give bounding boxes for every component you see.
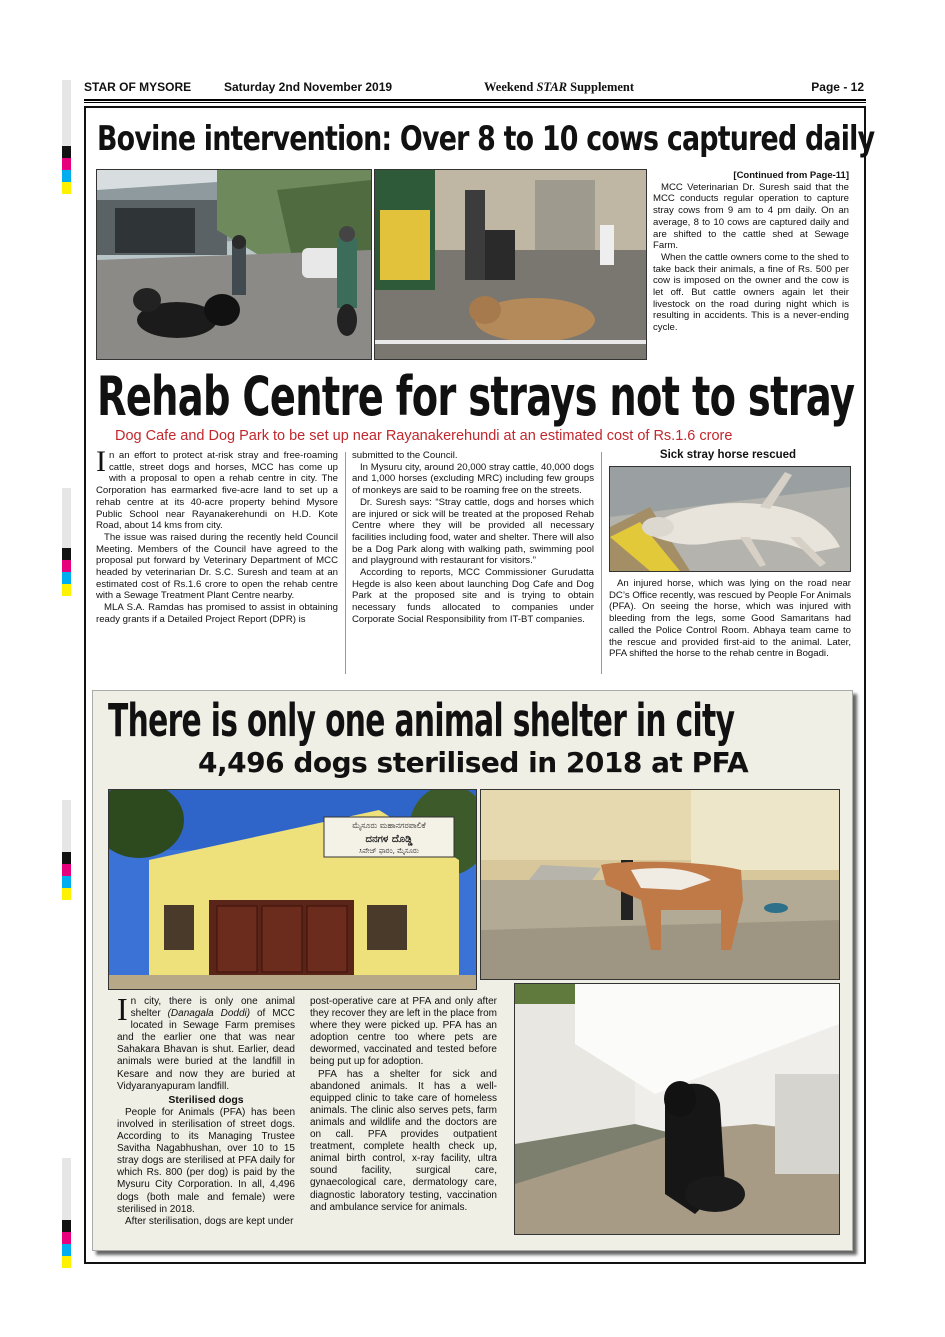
shelter-column-1 bbox=[117, 991, 295, 1228]
sign-line-1: ಮೈಸೂರು ಮಹಾನಗರಪಾಲಿಕೆ bbox=[352, 821, 426, 830]
registration-mark-2 bbox=[62, 548, 71, 596]
supplement-prefix: Weekend bbox=[484, 80, 534, 94]
shelter-paragraph: post-operative care at PFA and only after they recover they are left in the place from where they were picked up. PFA has an adoption centre too where pets are dewormed, vaccinated and tested before being put up for adoption. bbox=[310, 996, 497, 1068]
margin-strip-2 bbox=[62, 488, 71, 548]
bovine-headline: Bovine intervention: Over 8 to 10 cows captured daily bbox=[97, 119, 875, 159]
shelter-calves-photo bbox=[480, 789, 840, 980]
supplement-suffix: Supplement bbox=[570, 80, 635, 94]
horse-paragraph: An injured horse, which was lying on the road near DC’s Office recently, was rescued by People For Animals (PFA). On seeing the horse, which was injured with bleeding from the legs, some Good Samaritans had called the Police Control Room. Abhaya team came to the rescue and provided first-aid to the animal. Later, PFA shifted the horse to the rehab centre in Bogadi. bbox=[609, 578, 851, 660]
horse-caption: Sick stray horse rescued bbox=[659, 449, 797, 461]
shelter-paragraph: People for Animals (PFA) has been involved in sterilisation of street dogs. According to its Managing Trustee Savitha Nagabhushan, over 10 to 15 stray dogs are sterilised at PFA daily for which Rs. 800 (per dog) is paid by the Mysuru City Corporation. In all, 4,496 dogs (both male and female) were sterilised in 2018. bbox=[117, 1106, 295, 1215]
shelter-paragraph: PFA has a shelter for sick and abandoned animals. It has a well-equipped clinic to take care of homeless animals. The clinic also serves pets, farm animals and wildlife and the doctors are on call. PFA provides outpatient treatment, complete health check up, animal birth control, x-ray facility, ultra sound facility, surgical care, gynaecological care, dermatology care, diagnostic laboratory testing, vaccination and ambulance service for animals. bbox=[310, 1068, 497, 1213]
sign-line-3: ಸಿವೇಜ್ ಫಾರಂ, ಮೈಸೂರು bbox=[359, 847, 419, 855]
rehab-paragraph: In Mysuru city, around 20,000 stray cattle, 40,000 dogs and 1,000 horses (excluding MRC) including few groups of monkeys are said to be roaming free on the streets. bbox=[352, 461, 594, 497]
column-rule bbox=[345, 452, 346, 674]
column-rule bbox=[601, 452, 602, 674]
shelter-intro-b: of MCC located in Sewage Farm premises and the earlier one that was near Sahakara Bhavan is shut. Earlier, dead animals were buried at the landfill in Kesare and now they are buried at Vidyaranyapuram landfill. bbox=[117, 1008, 295, 1092]
page-header bbox=[84, 80, 866, 98]
rehab-column-2 bbox=[352, 450, 594, 626]
horse-article bbox=[609, 578, 851, 660]
margin-strip-4 bbox=[62, 1158, 71, 1220]
header-rule bbox=[84, 99, 866, 101]
rehab-paragraph: The issue was raised during the recently held Council Meeting. Members of the Council have agreed to the proposal put forward by Veterinary Department of MCC headed by veterinarian Dr. S.C. Suresh and team at an estimated cost of Rs.1.6 crore to open the rehab centre with a Sewage Treatment Plant Centre nearby. bbox=[96, 531, 338, 602]
registration-mark-4 bbox=[62, 1220, 71, 1268]
rehab-paragraph: n an effort to protect at-risk stray and free-roaming cattle, street dogs and horses, MCC has come up with a proposal to open a rehab centre in city. The Corporation has earmarked five-acre land to set up a rehab centre at its 40-acre property behind Mysore Public School near Rayanakerehundi on H.D. Kote Road, about 14 kms from city. bbox=[96, 450, 338, 532]
cows-underpass-photo bbox=[96, 169, 372, 360]
shelter-black-cow-photo bbox=[514, 983, 840, 1235]
margin-strip-3 bbox=[62, 800, 71, 852]
rehab-paragraph: MLA S.A. Ramdas has promised to assist in obtaining ready grants if a Detailed Project Report (DPR) is bbox=[96, 602, 338, 625]
margin-strip-1 bbox=[62, 80, 71, 146]
paper-name: STAR OF MYSORE bbox=[84, 80, 192, 94]
shelter-intro-italic: (Danagala Doddi) bbox=[167, 1008, 251, 1020]
bovine-paragraph: MCC Veterinarian Dr. Suresh said that the MCC conducts regular operation to capture stray cows from 9 am to 4 pm daily. On an average, 8 to 10 cows are captured daily and are shifted to the cattle shed at Sewage Farm. bbox=[653, 181, 849, 252]
shelter-column-2 bbox=[310, 996, 497, 1214]
rehab-paragraph: Dr. Suresh says: “Stray cattle, dogs and horses which are injured or sick will be treated at the proposed Rehab Centre where they will be provided all necessary facilities including food, water and shelter. There will also be a Dog Park along with walking path, swimming pool and playground with restaurant for visitors.” bbox=[352, 496, 594, 567]
header-rule-thin bbox=[84, 102, 866, 103]
shelter-intro-a: n city, there is only one animal shelter bbox=[130, 996, 295, 1020]
dropcap: I bbox=[117, 991, 128, 1027]
rehab-headline: Rehab Centre for strays not to stray bbox=[97, 365, 855, 428]
registration-mark-1 bbox=[62, 146, 71, 194]
rehab-paragraph: submitted to the Council. bbox=[352, 450, 458, 461]
rehab-column-1 bbox=[96, 445, 338, 626]
shelter-headline: There is only one animal shelter in city bbox=[108, 694, 735, 747]
shelter-building-photo bbox=[108, 789, 477, 990]
page-number: Page - 12 bbox=[811, 80, 864, 94]
sick-horse-photo bbox=[609, 466, 851, 572]
shelter-paragraph: After sterilisation, dogs are kept under bbox=[125, 1215, 294, 1227]
bovine-article bbox=[653, 170, 849, 334]
continued-note: [Continued from Page-11] bbox=[733, 170, 849, 181]
sterilised-subhead: Sterilised dogs bbox=[168, 1093, 244, 1106]
issue-date: Saturday 2nd November 2019 bbox=[224, 80, 393, 94]
bovine-paragraph: When the cattle owners come to the shed to take back their animals, a fine of Rs. 500 per cow is imposed on the owner and the cow is let off. But cattle owners again let their livestock on the road during night which is resulting in accidents. This is a never-ending cycle. bbox=[653, 251, 849, 334]
sign-line-2: ದನಗಳ ದೊಡ್ಡಿ bbox=[365, 834, 413, 845]
cow-on-road-photo bbox=[374, 169, 647, 360]
shelter-subheadline: 4,496 dogs sterilised in 2018 at PFA bbox=[198, 746, 749, 779]
supplement-name bbox=[484, 80, 634, 95]
registration-mark-3 bbox=[62, 852, 71, 900]
dropcap: I bbox=[96, 445, 106, 478]
supplement-star: STAR bbox=[536, 80, 568, 94]
rehab-subheadline: Dog Cafe and Dog Park to be set up near Rayanakerehundi at an estimated cost of Rs.1.6 crore bbox=[115, 428, 733, 444]
rehab-paragraph: According to reports, MCC Commissioner Gurudatta Hegde is also keen about launching Dog Cafe and Dog Park at the proposed site and is trying to obtain necessary funds allocated to companies under Corporate Social Responsibility from IT-BT companies. bbox=[352, 567, 594, 625]
